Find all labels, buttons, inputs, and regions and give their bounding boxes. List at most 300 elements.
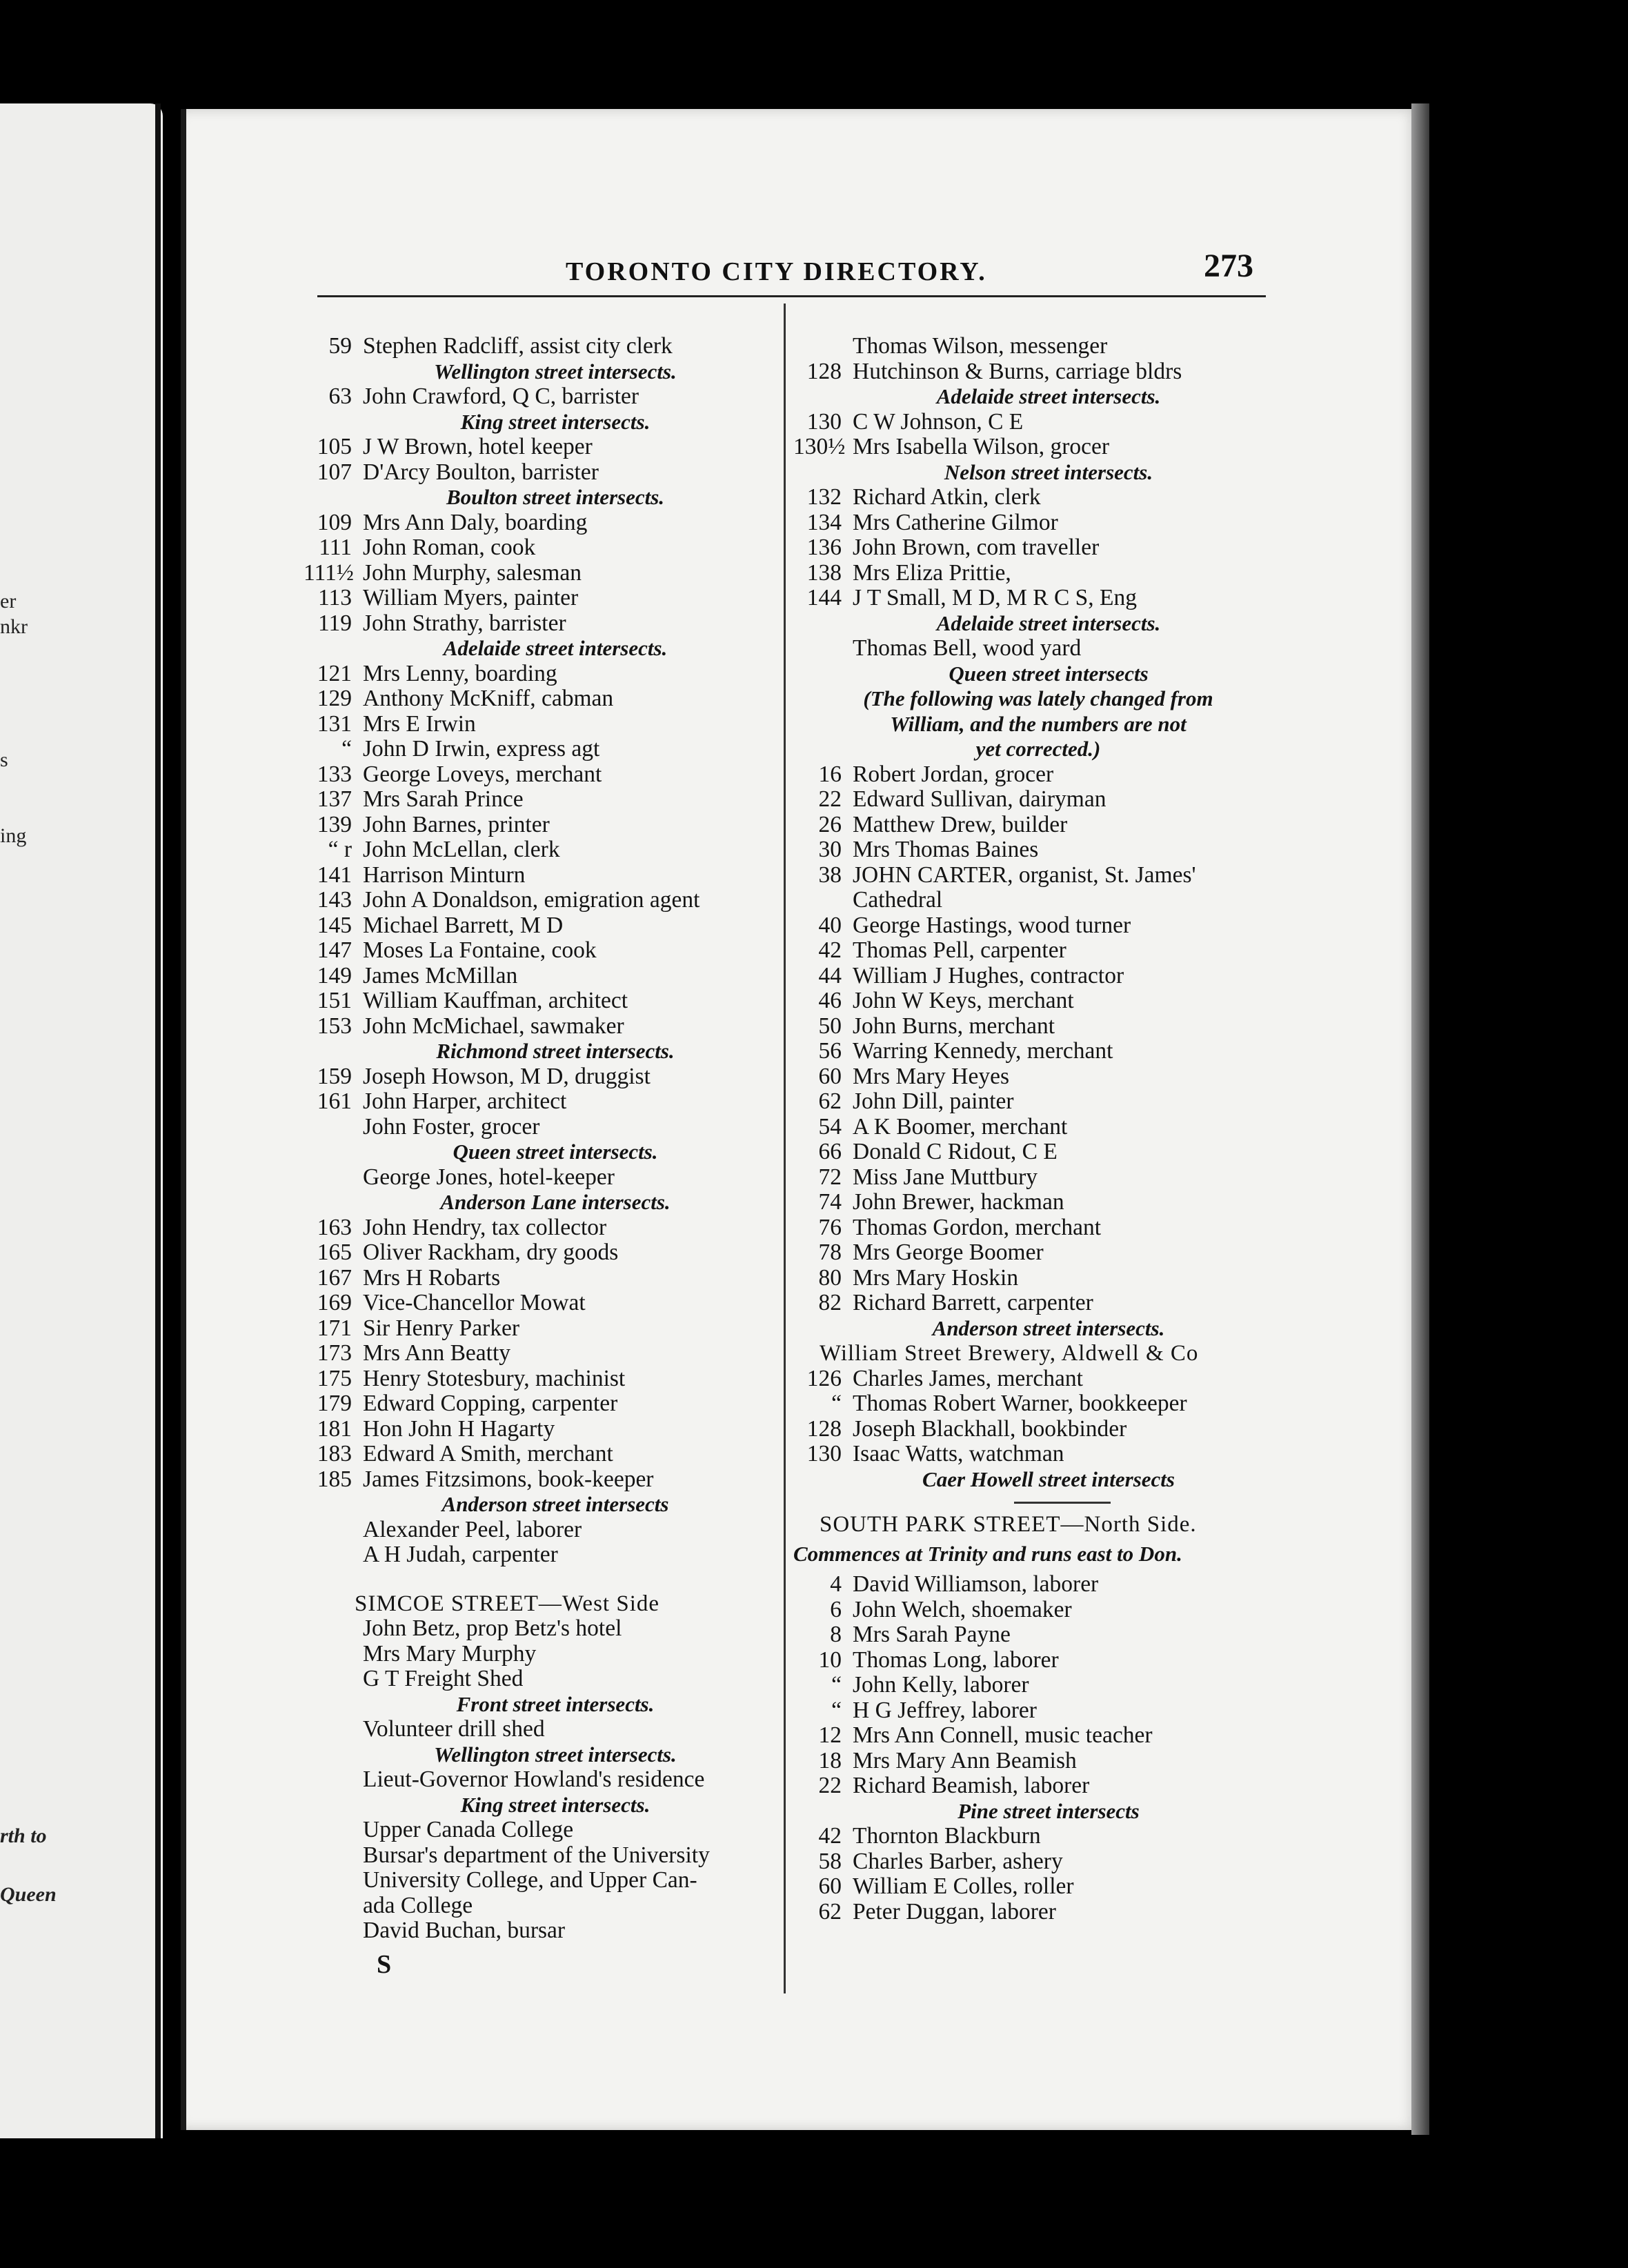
house-number: 82 — [818, 1290, 842, 1315]
directory-entry — [793, 913, 1276, 939]
resident-name: C W Johnson, C E — [853, 408, 1024, 435]
house-number: 139 — [317, 811, 352, 837]
house-number: 129 — [317, 686, 352, 711]
house-number: 133 — [317, 761, 352, 787]
directory-entry — [793, 1849, 1276, 1875]
directory-entry — [793, 535, 1276, 561]
directory-entry — [304, 1893, 780, 1919]
resident-name: Alexander Peel, laborer — [363, 1516, 582, 1542]
cross-street-note: Queen street intersects. — [453, 1140, 658, 1164]
house-number: 46 — [818, 988, 842, 1013]
resident-name: Mrs Sarah Prince — [363, 786, 524, 812]
directory-entry — [793, 1089, 1276, 1115]
cross-street-note: Boulton street intersects. — [446, 485, 665, 509]
resident-name: John Dill, painter — [853, 1088, 1014, 1114]
resident-name: John McLellan, clerk — [363, 837, 560, 862]
resident-name: Thomas Long, laborer — [853, 1647, 1059, 1673]
resident-name: John Brown, com traveller — [853, 535, 1100, 560]
directory-entry — [793, 813, 1276, 838]
house-number: 134 — [806, 509, 842, 535]
house-number: 132 — [806, 484, 842, 510]
directory-entry — [793, 561, 1276, 586]
directory-entry — [304, 787, 780, 813]
directory-entry — [304, 1014, 780, 1040]
resident-name: Warring Kennedy, merchant — [853, 1038, 1113, 1064]
resident-name: Thomas Gordon, merchant — [853, 1214, 1102, 1240]
resident-name: Miss Jane Muttbury — [853, 1164, 1038, 1190]
house-number: 109 — [317, 509, 352, 535]
house-number: “ — [831, 1391, 842, 1416]
resident-name: John Burns, merchant — [853, 1013, 1055, 1039]
editorial-note: William, and the numbers are not — [890, 711, 1187, 736]
cross-street-note: Richmond street intersects. — [436, 1039, 675, 1063]
directory-entry — [304, 1442, 780, 1467]
directory-entry — [793, 510, 1276, 536]
resident-name: William Kauffman, architect — [363, 988, 628, 1013]
house-number: 137 — [317, 786, 352, 812]
house-number: 4 — [830, 1571, 842, 1597]
resident-name: Mrs Mary Murphy — [363, 1640, 537, 1667]
directory-entry — [793, 359, 1276, 385]
house-number: 111½ — [304, 559, 354, 586]
facing-page-text: Queen — [0, 1883, 57, 1906]
directory-entry — [304, 1215, 780, 1241]
directory-entry — [793, 964, 1276, 989]
directory-entry — [304, 1642, 780, 1667]
directory-entry — [793, 1064, 1276, 1090]
directory-entry — [793, 1874, 1276, 1900]
directory-entry — [793, 1014, 1276, 1040]
resident-name: John Crawford, Q C, barrister — [363, 384, 639, 409]
resident-name: Oliver Rackham, dry goods — [363, 1240, 619, 1265]
resident-name: Mrs Ann Beatty — [363, 1340, 511, 1366]
facing-page-text: rth to — [0, 1824, 47, 1847]
directory-entry — [304, 1918, 780, 1944]
resident-name: Mrs Thomas Baines — [853, 837, 1039, 862]
directory-entry — [304, 662, 780, 687]
house-number: “ r — [328, 837, 352, 862]
house-number — [304, 1868, 363, 1893]
resident-name: Mrs Catherine Gilmor — [853, 509, 1058, 535]
resident-name: Thornton Blackburn — [853, 1823, 1041, 1849]
house-number: 63 — [328, 384, 352, 409]
house-number: 18 — [818, 1747, 842, 1773]
right-column — [793, 334, 1276, 1924]
resident-name: Vice-Chancellor Mowat — [363, 1290, 586, 1315]
house-number: 163 — [317, 1214, 352, 1240]
house-number: 165 — [317, 1240, 352, 1265]
cross-street-note: Anderson Lane intersects. — [440, 1190, 671, 1214]
house-number — [793, 888, 853, 913]
house-number — [304, 1918, 363, 1944]
directory-entry — [304, 510, 780, 536]
directory-entry — [793, 1824, 1276, 1849]
directory-entry — [793, 938, 1276, 964]
cross-street-note: Wellington street intersects. — [434, 359, 677, 384]
house-number: 128 — [806, 358, 842, 384]
resident-name: Mrs Mary Heyes — [853, 1063, 1010, 1089]
resident-name: David Williamson, laborer — [853, 1571, 1099, 1597]
directory-entry — [793, 1900, 1276, 1925]
house-number — [304, 1717, 363, 1742]
cross-street-note: Caer Howell street intersects — [922, 1466, 1175, 1491]
house-number: 78 — [818, 1240, 842, 1265]
directory-entry — [304, 1089, 780, 1115]
resident-name: Isaac Watts, watchman — [853, 1441, 1064, 1466]
house-number: 183 — [317, 1441, 352, 1466]
resident-name: H G Jeffrey, laborer — [853, 1697, 1037, 1723]
resident-name: Edward Sullivan, dairyman — [853, 786, 1106, 812]
resident-name: Mrs George Boomer — [853, 1240, 1044, 1265]
resident-name: Peter Duggan, laborer — [853, 1898, 1056, 1924]
directory-entry — [304, 813, 780, 838]
house-number: 147 — [317, 937, 352, 963]
resident-name: Mrs E Irwin — [363, 710, 476, 737]
resident-name: Robert Jordan, grocer — [853, 761, 1054, 787]
house-number: 144 — [806, 585, 842, 610]
house-number: 38 — [818, 862, 842, 888]
cross-street-note: Pine street intersects — [957, 1798, 1140, 1823]
resident-name: Edward Copping, carpenter — [363, 1391, 618, 1416]
house-number: 119 — [317, 610, 352, 636]
house-number: 60 — [818, 1063, 842, 1089]
resident-name: Harrison Minturn — [363, 862, 526, 888]
running-head: TORONTO CITY DIRECTORY. — [566, 257, 987, 286]
directory-entry — [304, 964, 780, 989]
house-number: 138 — [806, 559, 842, 586]
directory-entry — [793, 1115, 1276, 1140]
resident-name: J T Small, M D, M R C S, Eng — [853, 585, 1138, 610]
directory-entry — [304, 1868, 780, 1893]
resident-name: Charles James, merchant — [853, 1365, 1083, 1391]
house-number: 173 — [317, 1340, 352, 1366]
house-number — [304, 1115, 363, 1140]
directory-entry — [304, 837, 780, 863]
resident-name: Thomas Pell, carpenter — [853, 937, 1066, 963]
directory-entry — [793, 988, 1276, 1014]
resident-name: D'Arcy Boulton, barrister — [363, 459, 599, 485]
house-number: 80 — [818, 1264, 842, 1291]
directory-entry — [793, 1240, 1276, 1266]
resident-name: Henry Stotesbury, machinist — [363, 1365, 626, 1391]
directory-entry — [793, 1039, 1276, 1064]
resident-name: Volunteer drill shed — [363, 1716, 545, 1742]
resident-name: Sir Henry Parker — [363, 1315, 519, 1341]
cross-street-note: Anderson street intersects — [441, 1492, 669, 1516]
directory-entry — [304, 1291, 780, 1316]
house-number: “ — [831, 1697, 842, 1723]
resident-name: Donald C Ridout, C E — [853, 1139, 1058, 1164]
cross-street-note: Adelaide street intersects. — [443, 636, 668, 660]
directory-entry — [793, 1673, 1276, 1698]
resident-name: John Betz, prop Betz's hotel — [363, 1615, 622, 1641]
directory-entry — [304, 686, 780, 712]
directory-entry — [793, 1773, 1276, 1799]
resident-name: Cathedral — [853, 887, 943, 913]
resident-name: George Loveys, merchant — [363, 761, 602, 787]
directory-entry — [793, 787, 1276, 813]
house-number: 145 — [317, 912, 352, 938]
directory-entry — [793, 1391, 1276, 1417]
editorial-note: (The following was lately changed from — [863, 686, 1213, 710]
resident-name: John McMichael, sawmaker — [363, 1013, 624, 1039]
house-number — [304, 1518, 363, 1543]
resident-name: Upper Canada College — [363, 1817, 574, 1842]
cross-street-note: Queen street intersects — [949, 661, 1149, 686]
cross-street-note: Nelson street intersects. — [944, 459, 1153, 484]
directory-entry — [793, 1648, 1276, 1673]
house-number — [304, 1893, 363, 1919]
house-number: 56 — [818, 1038, 842, 1064]
resident-name: William Myers, painter — [363, 585, 579, 610]
house-number: 60 — [818, 1873, 842, 1899]
house-number — [793, 334, 853, 359]
directory-entry — [304, 1542, 780, 1568]
house-number: 171 — [317, 1315, 352, 1341]
resident-name: JOHN CARTER, organist, St. James' — [853, 862, 1196, 888]
house-number: 161 — [317, 1088, 352, 1114]
resident-name: David Buchan, bursar — [363, 1918, 566, 1943]
directory-entry — [793, 1165, 1276, 1191]
house-number: 130 — [806, 1441, 842, 1466]
house-number — [304, 1818, 363, 1843]
directory-entry — [793, 334, 1276, 359]
house-number: 26 — [818, 811, 842, 837]
facing-page-text: s — [0, 748, 8, 771]
directory-entry — [304, 1467, 780, 1493]
directory-entry — [304, 938, 780, 964]
resident-name: Bursar's department of the University — [363, 1842, 710, 1868]
directory-entry — [304, 1518, 780, 1543]
resident-name: A H Judah, carpenter — [363, 1542, 558, 1567]
street-description: Commences at Trinity and runs east to Don. — [793, 1541, 1182, 1566]
house-number: 130½ — [793, 434, 846, 459]
house-number: 22 — [818, 786, 842, 812]
house-number: 128 — [806, 1415, 842, 1442]
directory-entry — [304, 737, 780, 762]
header-rule — [317, 295, 1266, 297]
house-number: 42 — [818, 1823, 842, 1849]
house-number — [304, 1616, 363, 1642]
resident-name: Mrs Ann Daly, boarding — [363, 509, 588, 535]
facing-page-text: ing — [0, 824, 27, 847]
resident-name: John Barnes, printer — [363, 811, 550, 837]
facing-page-text: er — [0, 590, 17, 613]
house-number: 30 — [818, 837, 842, 862]
resident-name: Mrs Mary Hoskin — [853, 1264, 1019, 1291]
directory-entry — [304, 460, 780, 486]
facing-page-text: nkr — [0, 615, 28, 638]
house-number — [304, 1542, 363, 1568]
directory-entry — [304, 1717, 780, 1742]
directory-entry — [304, 535, 780, 561]
directory-entry — [793, 435, 1276, 460]
directory-entry — [793, 485, 1276, 510]
resident-name: Mrs Isabella Wilson, grocer — [853, 434, 1110, 459]
house-number: 136 — [806, 535, 842, 560]
house-number: 126 — [806, 1365, 842, 1391]
house-number: 131 — [317, 710, 352, 737]
house-number: 105 — [317, 434, 352, 459]
house-number — [304, 1165, 363, 1191]
directory-entry — [304, 1818, 780, 1843]
resident-name: Mrs Mary Ann Beamish — [853, 1747, 1077, 1773]
house-number — [304, 1843, 363, 1869]
house-number: 22 — [818, 1773, 842, 1798]
resident-name: Richard Atkin, clerk — [853, 484, 1041, 510]
page-outer-edge — [1411, 103, 1429, 2135]
directory-entry — [793, 1366, 1276, 1392]
directory-entry — [793, 1215, 1276, 1241]
directory-entry — [793, 1749, 1276, 1774]
cross-street-note: Adelaide street intersects. — [936, 384, 1161, 408]
resident-name: John Kelly, laborer — [853, 1672, 1029, 1698]
directory-entry — [304, 1165, 780, 1191]
resident-name: George Hastings, wood turner — [853, 912, 1131, 938]
resident-name: Edward A Smith, merchant — [363, 1441, 613, 1466]
house-number: 8 — [830, 1622, 842, 1647]
house-number: 153 — [317, 1013, 352, 1039]
directory-entry — [793, 1598, 1276, 1623]
editorial-note: yet corrected.) — [975, 737, 1101, 761]
page-spine-edge — [181, 109, 186, 2130]
directory-entry — [793, 1572, 1276, 1598]
book-gutter — [155, 103, 161, 2138]
directory-entry — [793, 1266, 1276, 1291]
directory-entry — [304, 1240, 780, 1266]
directory-entry — [304, 762, 780, 788]
directory-entry — [793, 837, 1276, 863]
house-number: 10 — [818, 1647, 842, 1673]
directory-entry — [304, 1667, 780, 1692]
house-number: 6 — [830, 1596, 842, 1622]
directory-entry — [793, 586, 1276, 611]
resident-name: William J Hughes, contractor — [853, 962, 1124, 988]
resident-name: Moses La Fontaine, cook — [363, 937, 597, 963]
house-number: 42 — [818, 937, 842, 963]
house-number: 175 — [317, 1365, 352, 1391]
cross-street-note: Anderson street intersects. — [932, 1315, 1165, 1340]
directory-entry — [304, 1266, 780, 1291]
cross-street-note: Wellington street intersects. — [434, 1742, 677, 1767]
house-number: 62 — [818, 1088, 842, 1114]
resident-name: A K Boomer, merchant — [853, 1113, 1068, 1140]
resident-name: Thomas Wilson, messenger — [853, 333, 1108, 359]
resident-name: John A Donaldson, emigration agent — [363, 887, 700, 913]
house-number — [304, 1667, 363, 1692]
house-number: 181 — [317, 1415, 352, 1442]
house-number: 159 — [317, 1063, 352, 1089]
resident-name: John D Irwin, express agt — [363, 736, 600, 762]
resident-name: John Foster, grocer — [363, 1113, 540, 1140]
directory-entry — [793, 1417, 1276, 1442]
resident-name: Mrs Eliza Prittie, — [853, 559, 1011, 586]
directory-entry — [793, 863, 1276, 888]
page-number: 273 — [1204, 248, 1253, 284]
spacer — [304, 1568, 780, 1591]
house-number: 185 — [317, 1466, 352, 1492]
directory-entry — [793, 762, 1276, 788]
resident-name: Stephen Radcliff, assist city clerk — [363, 333, 673, 359]
house-number — [304, 1642, 363, 1667]
resident-name: John W Keys, merchant — [853, 988, 1074, 1013]
house-number: 107 — [317, 459, 352, 485]
resident-name: University College, and Upper Can- — [363, 1867, 697, 1893]
directory-entry — [304, 1417, 780, 1442]
house-number: 16 — [818, 761, 842, 787]
resident-name: John Harper, architect — [363, 1088, 567, 1114]
resident-name: Hon John H Hagarty — [363, 1415, 555, 1442]
house-number: 113 — [317, 585, 352, 610]
directory-entry — [793, 410, 1276, 435]
resident-name: Michael Barrett, M D — [363, 912, 564, 938]
resident-name: Joseph Blackhall, bookbinder — [853, 1415, 1127, 1442]
directory-entry — [304, 988, 780, 1014]
house-number: 151 — [317, 988, 352, 1013]
directory-entry — [304, 1316, 780, 1342]
directory-entry — [304, 1341, 780, 1366]
house-number: 179 — [317, 1391, 352, 1416]
resident-name: John Strathy, barrister — [363, 610, 566, 636]
house-number: 130 — [806, 408, 842, 435]
house-number: 143 — [317, 887, 352, 913]
resident-name: John Roman, cook — [363, 535, 536, 560]
resident-name: Joseph Howson, M D, druggist — [363, 1063, 651, 1089]
house-number: 66 — [818, 1139, 842, 1164]
directory-entry — [304, 435, 780, 460]
resident-name: Mrs Ann Connell, music teacher — [853, 1722, 1153, 1748]
directory-entry — [304, 1391, 780, 1417]
section-heading: SOUTH PARK STREET—North Side. — [820, 1512, 1197, 1537]
resident-name: Anthony McKniff, cabman — [363, 686, 614, 711]
section-heading: William Street Brewery, Aldwell & Co — [820, 1341, 1199, 1366]
resident-name: William E Colles, roller — [853, 1873, 1074, 1899]
directory-entry — [793, 1442, 1276, 1467]
resident-name: ada College — [363, 1892, 473, 1918]
house-number: “ — [341, 736, 352, 762]
directory-entry — [793, 1698, 1276, 1724]
house-number: 58 — [818, 1848, 842, 1874]
house-number: 141 — [317, 862, 352, 888]
resident-name: Thomas Robert Warner, bookkeeper — [853, 1391, 1187, 1416]
house-number: 50 — [818, 1013, 842, 1039]
house-number: 167 — [317, 1264, 352, 1291]
house-number: 40 — [818, 912, 842, 938]
directory-entry — [304, 1366, 780, 1392]
house-number: 76 — [818, 1214, 842, 1240]
directory-entry — [304, 913, 780, 939]
directory-entry — [793, 1190, 1276, 1215]
house-number: 149 — [317, 962, 352, 988]
resident-name: Mrs H Robarts — [363, 1264, 501, 1291]
house-number: 111 — [319, 535, 352, 560]
resident-name: Charles Barber, ashery — [853, 1848, 1063, 1874]
resident-name: Richard Barrett, carpenter — [853, 1290, 1093, 1315]
resident-name: J W Brown, hotel keeper — [363, 434, 593, 459]
resident-name: Matthew Drew, builder — [853, 811, 1068, 837]
cross-street-note: Adelaide street intersects. — [936, 610, 1161, 635]
resident-name: George Jones, hotel-keeper — [363, 1164, 615, 1190]
directory-entry — [793, 636, 1276, 662]
cross-street-note: King street intersects. — [460, 1792, 651, 1817]
directory-entry — [304, 712, 780, 737]
house-number: 74 — [818, 1189, 842, 1215]
resident-name: Lieut-Governor Howland's residence — [363, 1767, 705, 1792]
section-heading: SIMCOE STREET—West Side — [355, 1591, 660, 1616]
resident-name: Thomas Bell, wood yard — [853, 635, 1082, 661]
directory-entry — [304, 1843, 780, 1869]
house-number: 59 — [328, 333, 352, 359]
